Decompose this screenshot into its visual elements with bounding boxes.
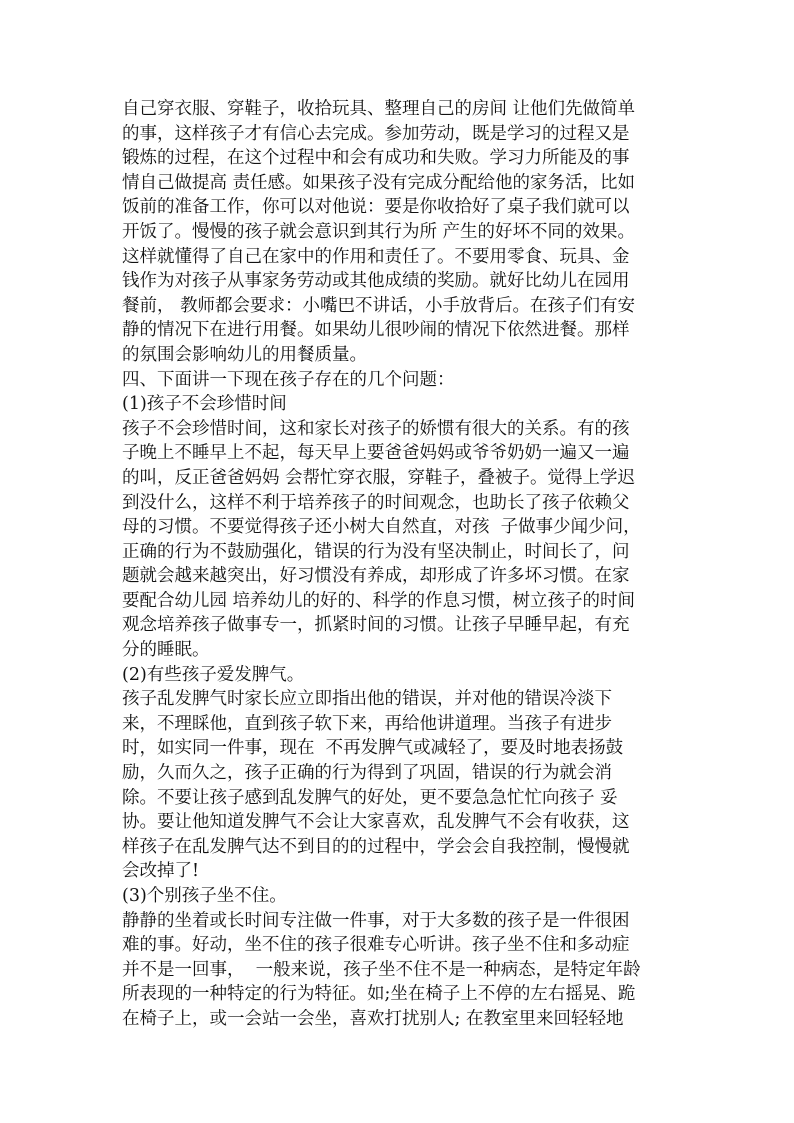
text-line: 样孩子在乱发脾气达不到目的的过程中，学会会自我控制，慢慢就 — [122, 836, 630, 857]
text-line: 协。要让他知道发脾气不会让大家喜欢，乱发脾气不会有收获，这 — [122, 812, 630, 833]
text-line: 来，不理睬他，直到孩子软下来，再给他讲道理。当孩子有进步 — [122, 713, 612, 734]
text-line: 钱作为对孩子从事家务劳动或其他成绩的奖励。就好比幼儿在园用 — [122, 271, 630, 292]
text-line: 的叫，反正爸爸妈妈 会帮忙穿衣服，穿鞋子，叠被子。觉得上学迟 — [122, 467, 636, 488]
text-line: 要配合幼儿园 培养幼儿的好的、科学的作息习惯，树立孩子的时间 — [122, 590, 636, 611]
text-line: 励，久而久之，孩子正确的行为得到了巩固，错误的行为就会消 — [122, 763, 612, 784]
subsection-heading: (3)个别孩子坐不住。 — [122, 886, 287, 906]
text-line: 自己穿衣服、穿鞋子，收拾玩具、整理自己的房间 让他们先做简单 — [122, 99, 636, 119]
text-line: 观念培养孩子做事专一，抓紧时间的习惯。让孩子早睡早起，有充 — [122, 615, 630, 636]
text-line: 的事，这样孩子才有信心去完成。参加劳动，既是学习的过程又是 — [122, 123, 630, 144]
text-line: 到没什么，这样不利于培养孩子的时间观念，也助长了孩子依赖父 — [122, 492, 630, 513]
body-text — [122, 97, 677, 1032]
text-line: 饭前的准备工作，你可以对他说：要是你收拾好了桌子我们就可以 — [122, 197, 630, 218]
subsection-heading: (1)孩子不会珍惜时间 — [122, 394, 287, 415]
text-line: 在椅子上，或一会站一会坐，喜欢打扰别人; 在教室里来回轻轻地 — [122, 1008, 624, 1029]
text-line: 这样就懂得了自己在家中的作用和责任了。不要用零食、玩具、金 — [122, 246, 630, 267]
text-line: 除。不要让孩子感到乱发脾气的好处，更不要急急忙忙向孩子 妥 — [122, 787, 618, 808]
text-line: 餐前， 教师都会要求：小嘴巴不讲话，小手放背后。在孩子们有安 — [122, 295, 636, 316]
section-heading: 四、下面讲一下现在孩子存在的几个问题： — [122, 369, 455, 390]
text-line: 静的情况下在进行用餐。如果幼儿很吵闹的情况下依然进餐。那样 — [122, 320, 630, 341]
text-line: 并不是一回事， 一般来说，孩子坐不住不是一种病态，是特定年龄 — [122, 959, 641, 980]
text-line: 母的习惯。不要觉得孩子还小树大自然直，对孩 子做事少闻少问， — [122, 517, 641, 538]
text-line: 锻炼的过程，在这个过程中和会有成功和失败。学习力所能及的事 — [122, 148, 630, 169]
text-line: 正确的行为不鼓励强化，错误的行为没有坚决制止，时间长了，问 — [122, 541, 630, 562]
text-line: 的氛围会影响幼儿的用餐质量。 — [122, 344, 367, 365]
text-line: 静静的坐着或长时间专注做一件事，对于大多数的孩子是一件很困 — [122, 910, 630, 931]
text-line: 孩子不会珍惜时间，这和家长对孩子的娇惯有很大的关系。有的孩 — [122, 418, 630, 439]
text-line: 情自己做提高 责任感。如果孩子没有完成分配给他的家务活，比如 — [122, 172, 636, 193]
text-line: 开饭了。慢慢的孩子就会意识到其行为所 产生的好坏不同的效果。 — [122, 221, 636, 242]
text-line: 会改掉了! — [122, 861, 200, 882]
text-line: 所表现的一种特定的行为特征。如;坐在椅子上不停的左右摇晃、跪 — [122, 984, 636, 1005]
text-line: 题就会越来越突出，好习惯没有养成，却形成了许多坏习惯。在家 — [122, 566, 630, 587]
text-line: 孩子乱发脾气时家长应立即指出他的错误，并对他的错误冷淡下 — [122, 689, 612, 710]
subsection-heading: (2)有些孩子爱发脾气。 — [122, 664, 305, 685]
text-line: 子晚上不睡早上不起，每天早上要爸爸妈妈或爷爷奶奶一遍又一遍 — [122, 443, 630, 464]
text-line: 难的事。好动，坐不住的孩子很难专心听讲。孩子坐不住和多动症 — [122, 935, 630, 956]
text-line: 时，如实同一件事，现在 不再发脾气或减轻了，要及时地表扬鼓 — [122, 738, 624, 759]
text-line: 分的睡眠。 — [122, 640, 210, 661]
